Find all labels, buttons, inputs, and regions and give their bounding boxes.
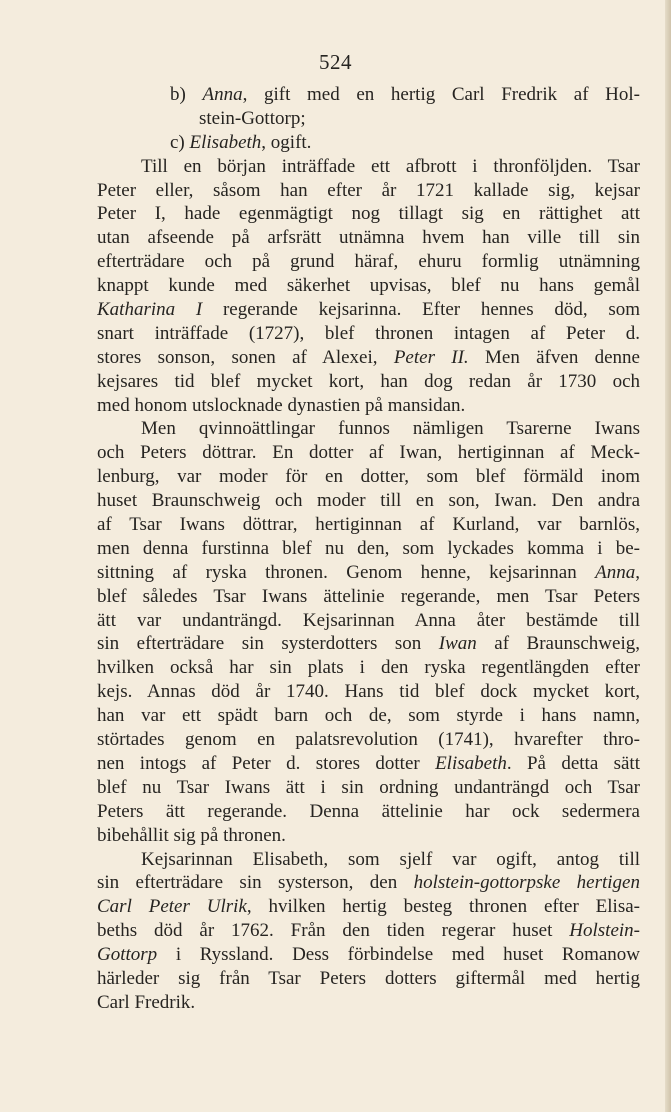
text-run: Peter eller, såsom han efter år 1721 kallade sig, kejsar <box>97 179 640 201</box>
italic-run: Elisabeth <box>189 131 262 153</box>
text-run: blef nu Tsar Iwans ätt i sin ordning undanträngd och Tsar <box>97 776 640 798</box>
text-line <box>97 322 640 346</box>
text-line <box>97 83 640 107</box>
text-run: lenburg, var moder för en dotter, som blef förmäld inom <box>97 466 640 488</box>
text-line <box>97 728 640 752</box>
text-run: Peter I, hade egenmägtigt nog tillagt sig en rättighet att <box>97 203 640 225</box>
text-line <box>97 585 640 609</box>
text-run: nen intogs af Peter d. stores dotter <box>97 752 436 774</box>
text-run: och Peters döttrar. En dotter af Iwan, hertiginnan af Meck- <box>97 442 640 464</box>
italic-run: Anna <box>202 84 243 105</box>
text-run: beths död år 1762. Från den tiden regerar huset <box>97 920 570 942</box>
text-run: sittning af ryska thronen. Genom henne, kejsarinnan <box>97 561 596 583</box>
italic-run: holstein-gottorpske hertigen <box>413 872 640 894</box>
text-run: härleder sig från Tsar Peters dotters giftermål med hertig <box>97 967 640 989</box>
text-line <box>97 417 640 441</box>
text-run: störtades genom en palatsrevolution (1741), hvarefter thro- <box>97 729 640 751</box>
text-line <box>97 680 640 704</box>
text-run: bibehållit sig på thronen. <box>97 824 286 846</box>
text-line <box>97 561 640 585</box>
text-run: , hvilken hertig besteg thronen efter Elisa- <box>246 896 640 918</box>
text-run: Till en början inträffade ett afbrott i thronföljden. Tsar <box>141 155 640 177</box>
text-line <box>97 848 640 872</box>
text-run: . På detta sätt <box>506 752 640 774</box>
italic-run: Peter II. <box>393 346 469 368</box>
text-line <box>97 895 640 919</box>
text-run: , gift med en hertig Carl Fredrik af Hol- <box>242 84 640 105</box>
text-line <box>97 107 640 131</box>
text-run: i Ryssland. Dess förbindelse med huset Romanow <box>157 944 640 966</box>
text-run: sin efterträdare sin systerson, den <box>97 872 414 894</box>
text-line <box>97 131 640 155</box>
italic-run: Anna <box>595 561 636 583</box>
text-run: Peters ätt regerande. Denna ättelinie har ock sedermera <box>97 800 640 822</box>
text-run: hvilken också har sin plats i den ryska regentlängden efter <box>97 657 640 679</box>
text-line <box>97 656 640 680</box>
text-line <box>97 800 640 824</box>
text-run: af Braunschweig, <box>476 633 640 655</box>
text-line <box>97 991 640 1015</box>
italic-run: Iwan <box>438 633 477 655</box>
text-run: blef således Tsar Iwans ättelinie regerande, men Tsar Peters <box>97 585 640 607</box>
text-line <box>97 776 640 800</box>
text-line <box>97 441 640 465</box>
text-line <box>97 202 640 226</box>
italic-run: Carl Peter Ulrik <box>97 896 247 918</box>
text-run: kejsares tid blef mycket kort, han dog redan år 1730 och <box>97 370 640 392</box>
text-run: Kejsarinnan Elisabeth, som sjelf var ogift, antog till <box>141 848 640 870</box>
text-line <box>97 919 640 943</box>
text-run: ätt var undanträngd. Kejsarinnan Anna åter bestämde till <box>97 609 640 631</box>
text-line <box>97 824 640 848</box>
text-line <box>97 226 640 250</box>
text-line <box>97 274 640 298</box>
italic-run: Gottorp <box>97 944 158 966</box>
text-run: knappt kunde med säkerhet upvisas, blef nu hans gemål <box>97 275 640 297</box>
page-edge <box>665 0 671 1112</box>
text-run: han var ett spädt barn och de, som styrde i hans namn, <box>97 705 640 727</box>
text-line <box>97 943 640 967</box>
text-run: stores sonson, sonen af Alexei, <box>97 346 394 368</box>
page-number: 524 <box>319 50 352 74</box>
text-line <box>97 489 640 513</box>
text-line <box>97 513 640 537</box>
text-line <box>97 155 640 179</box>
text-run: stein-Gottorp; <box>199 107 306 129</box>
text-line <box>97 967 640 991</box>
text-line <box>97 871 640 895</box>
text-run: , ogift. <box>261 131 312 153</box>
italic-run: Holstein- <box>569 920 640 942</box>
text-line <box>97 179 640 203</box>
text-line <box>97 465 640 489</box>
text-line <box>97 609 640 633</box>
text-run: , <box>635 561 640 583</box>
text-run: men denna furstinna blef nu den, som lyckades komma i be- <box>97 537 640 559</box>
text-run: af Tsar Iwans döttrar, hertiginnan af Kurland, var barnlös, <box>97 514 640 536</box>
text-line <box>97 370 640 394</box>
text-line <box>97 537 640 561</box>
text-run: efterträdare och på grund häraf, ehuru formlig utnämning <box>97 251 640 273</box>
text-line <box>97 394 640 418</box>
body-text <box>97 83 640 1015</box>
italic-run: Katharina I <box>97 299 203 321</box>
text-run: huset Braunschweig och moder till en son, Iwan. Den andra <box>97 490 640 512</box>
text-line <box>97 704 640 728</box>
text-run: b) <box>170 84 203 105</box>
text-line <box>97 632 640 656</box>
text-line <box>97 250 640 274</box>
text-run: snart inträffade (1727), blef thronen intagen af Peter d. <box>97 322 640 344</box>
text-run: utan afseende på arfsrätt utnämna hvem han ville till sin <box>97 227 640 249</box>
text-run: Men qvinnoättlingar funnos nämligen Tsarerne Iwans <box>141 418 640 440</box>
text-line <box>97 752 640 776</box>
text-run: med honom utslocknade dynastien på mansidan. <box>97 394 466 416</box>
text-run: kejs. Annas död år 1740. Hans tid blef dock mycket kort, <box>97 681 640 703</box>
italic-run: Elisabeth <box>435 752 507 774</box>
text-run: c) <box>170 131 190 153</box>
text-run: sin efterträdare sin systerdotters son <box>97 633 439 655</box>
text-run: regerande kejsarinna. Efter hennes död, som <box>202 299 640 321</box>
text-line <box>97 346 640 370</box>
text-run: Carl Fredrik. <box>97 991 196 1013</box>
text-line <box>97 298 640 322</box>
text-run: Men äfven denne <box>468 346 640 368</box>
